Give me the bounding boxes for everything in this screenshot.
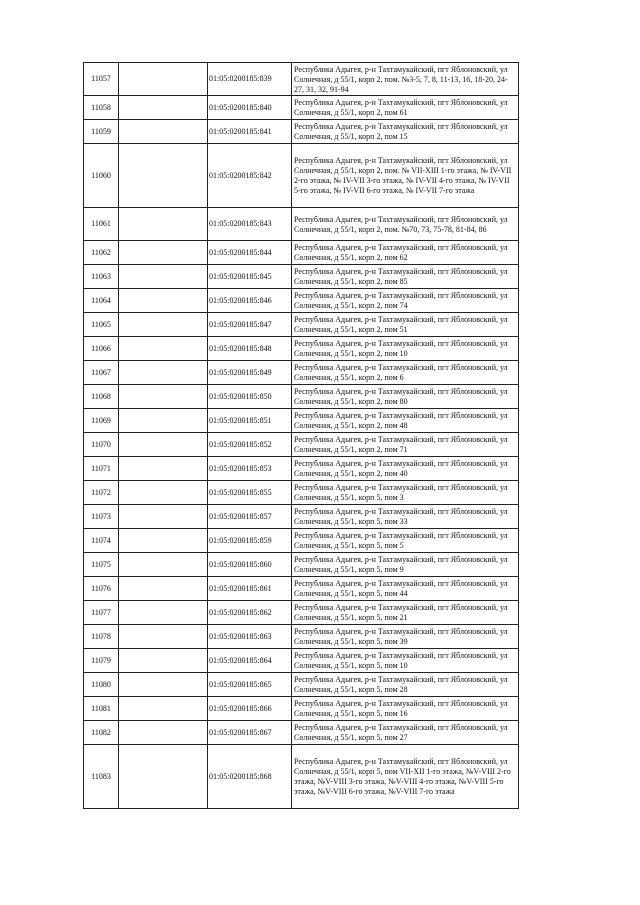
cadastral-number: 01:05:0200185:865 [208,673,292,697]
empty-cell [119,721,208,745]
empty-cell [119,745,208,809]
row-number: 11075 [84,553,119,577]
address: Республика Адыгея, р-н Тахтамукайский, пгт Яблоновский, ул Солнечная, д 55/1, корп 2, пом. №70, 73, 75-78, 81-84, 86 [292,208,519,241]
row-number: 11080 [84,673,119,697]
address: Республика Адыгея, р-н Тахтамукайский, пгт Яблоновский, ул Солнечная, д 55/1, корп 2, пом 71 [292,433,519,457]
cadastral-number: 01:05:0200185:843 [208,208,292,241]
table-row [84,120,519,144]
cadastral-number: 01:05:0200185:862 [208,601,292,625]
address: Республика Адыгея, р-н Тахтамукайский, пгт Яблоновский, ул Солнечная, д 55/1, корп 2, пом 80 [292,385,519,409]
row-number: 11072 [84,481,119,505]
row-number: 11066 [84,337,119,361]
cadastral-number: 01:05:0200185:850 [208,385,292,409]
row-number: 11074 [84,529,119,553]
empty-cell [119,505,208,529]
table-row [84,337,519,361]
table-row [84,433,519,457]
address: Республика Адыгея, р-н Тахтамукайский, пгт Яблоновский, ул Солнечная, д 55/1, корп 5, пом 28 [292,673,519,697]
address: Республика Адыгея, р-н Тахтамукайский, пгт Яблоновский, ул Солнечная, д 55/1, корп 5, пом 21 [292,601,519,625]
row-number: 11081 [84,697,119,721]
table-row [84,241,519,265]
table-row [84,313,519,337]
empty-cell [119,649,208,673]
cadastral-number: 01:05:0200185:844 [208,241,292,265]
empty-cell [119,673,208,697]
address: Республика Адыгея, р-н Тахтамукайский, пгт Яблоновский, ул Солнечная, д 55/1, корп 2, пом 15 [292,120,519,144]
address: Республика Адыгея, р-н Тахтамукайский, пгт Яблоновский, ул Солнечная, д 55/1, корп 2, пом 61 [292,96,519,120]
cadastral-number: 01:05:0200185:867 [208,721,292,745]
address: Республика Адыгея, р-н Тахтамукайский, пгт Яблоновский, ул Солнечная, д 55/1, корп 5, пом 10 [292,649,519,673]
cadastral-number: 01:05:0200185:845 [208,265,292,289]
cadastral-number: 01:05:0200185:851 [208,409,292,433]
cadastral-number: 01:05:0200185:852 [208,433,292,457]
address: Республика Адыгея, р-н Тахтамукайский, пгт Яблоновский, ул Солнечная, д 55/1, корп 5, пом 44 [292,577,519,601]
cadastral-number: 01:05:0200185:847 [208,313,292,337]
empty-cell [119,265,208,289]
row-number: 11064 [84,289,119,313]
cadastral-number: 01:05:0200185:863 [208,625,292,649]
table-row [84,505,519,529]
table-row [84,144,519,208]
address: Республика Адыгея, р-н Тахтамукайский, пгт Яблоновский, ул Солнечная, д 55/1, корп 2, пом 10 [292,337,519,361]
table-row [84,409,519,433]
row-number: 11078 [84,625,119,649]
empty-cell [119,457,208,481]
row-number: 11083 [84,745,119,809]
cadastral-number: 01:05:0200185:842 [208,144,292,208]
registry-table [83,62,519,809]
row-number: 11062 [84,241,119,265]
row-number: 11067 [84,361,119,385]
empty-cell [119,144,208,208]
table-row [84,601,519,625]
row-number: 11079 [84,649,119,673]
row-number: 11060 [84,144,119,208]
empty-cell [119,577,208,601]
table-row [84,289,519,313]
empty-cell [119,120,208,144]
table-row [84,673,519,697]
empty-cell [119,361,208,385]
row-number: 11077 [84,601,119,625]
empty-cell [119,529,208,553]
address: Республика Адыгея, р-н Тахтамукайский, пгт Яблоновский, ул Солнечная, д 55/1, корп 5, пом 3 [292,481,519,505]
table-row [84,721,519,745]
row-number: 11059 [84,120,119,144]
cadastral-number: 01:05:0200185:849 [208,361,292,385]
row-number: 11073 [84,505,119,529]
cadastral-number: 01:05:0200185:848 [208,337,292,361]
row-number: 11057 [84,63,119,96]
row-number: 11082 [84,721,119,745]
empty-cell [119,433,208,457]
address: Республика Адыгея, р-н Тахтамукайский, пгт Яблоновский, ул Солнечная, д 55/1, корп 2, пом 62 [292,241,519,265]
empty-cell [119,625,208,649]
address: Республика Адыгея, р-н Тахтамукайский, пгт Яблоновский, ул Солнечная, д 55/1, корп 2, пом 6 [292,361,519,385]
row-number: 11070 [84,433,119,457]
empty-cell [119,553,208,577]
table-row [84,361,519,385]
cadastral-number: 01:05:0200185:861 [208,577,292,601]
cadastral-number: 01:05:0200185:839 [208,63,292,96]
address: Республика Адыгея, р-н Тахтамукайский, пгт Яблоновский, ул Солнечная, д 55/1, корп 5, пом 9 [292,553,519,577]
address: Республика Адыгея, р-н Тахтамукайский, пгт Яблоновский, ул Солнечная, д 55/1, корп 2, пом. № VII-XIII 1-го этажа, № IV-VII 2-го этажа, № IV-VII 3-го этажа, № IV-VII 4-го этажа, № IV-VII 5-го этажа, № IV-VII 6-го этажа, № IV-VII 7-го этажа [292,144,519,208]
address: Республика Адыгея, р-н Тахтамукайский, пгт Яблоновский, ул Солнечная, д 55/1, корп 5, пом 5 [292,529,519,553]
row-number: 11071 [84,457,119,481]
address: Республика Адыгея, р-н Тахтамукайский, пгт Яблоновский, ул Солнечная, д 55/1, корп 5, пом 39 [292,625,519,649]
table-row [84,745,519,809]
table-row [84,625,519,649]
cadastral-number: 01:05:0200185:857 [208,505,292,529]
empty-cell [119,241,208,265]
table-row [84,96,519,120]
address: Республика Адыгея, р-н Тахтамукайский, пгт Яблоновский, ул Солнечная, д 55/1, корп 5, пом VII-XII 1-го этажа, №V-VIII 2-го этажа, №V-VIII 3-го этажа, №V-VIII 4-го этажа, №V-VIII 5-го этажа, №V-VIII 6-го этажа, №V-VIII 7-го этажа [292,745,519,809]
cadastral-number: 01:05:0200185:860 [208,553,292,577]
empty-cell [119,96,208,120]
table-row [84,481,519,505]
address: Республика Адыгея, р-н Тахтамукайский, пгт Яблоновский, ул Солнечная, д 55/1, корп 2, пом. №3-5, 7, 8, 11-13, 16, 18-20, 24-27, 31, 32, 91-94 [292,63,519,96]
cadastral-number: 01:05:0200185:846 [208,289,292,313]
empty-cell [119,409,208,433]
empty-cell [119,697,208,721]
cadastral-number: 01:05:0200185:866 [208,697,292,721]
address: Республика Адыгея, р-н Тахтамукайский, пгт Яблоновский, ул Солнечная, д 55/1, корп 2, пом 74 [292,289,519,313]
empty-cell [119,481,208,505]
empty-cell [119,313,208,337]
address: Республика Адыгея, р-н Тахтамукайский, пгт Яблоновский, ул Солнечная, д 55/1, корп 5, пом 27 [292,721,519,745]
empty-cell [119,63,208,96]
table-row [84,697,519,721]
address: Республика Адыгея, р-н Тахтамукайский, пгт Яблоновский, ул Солнечная, д 55/1, корп 5, пом 33 [292,505,519,529]
table-row [84,385,519,409]
table-row [84,577,519,601]
row-number: 11061 [84,208,119,241]
table-row [84,208,519,241]
address: Республика Адыгея, р-н Тахтамукайский, пгт Яблоновский, ул Солнечная, д 55/1, корп 5, пом 16 [292,697,519,721]
row-number: 11076 [84,577,119,601]
table-row [84,63,519,96]
empty-cell [119,337,208,361]
cadastral-number: 01:05:0200185:859 [208,529,292,553]
cadastral-number: 01:05:0200185:840 [208,96,292,120]
table-row [84,265,519,289]
address: Республика Адыгея, р-н Тахтамукайский, пгт Яблоновский, ул Солнечная, д 55/1, корп 2, пом 48 [292,409,519,433]
cadastral-number: 01:05:0200185:841 [208,120,292,144]
row-number: 11063 [84,265,119,289]
address: Республика Адыгея, р-н Тахтамукайский, пгт Яблоновский, ул Солнечная, д 55/1, корп 2, пом 40 [292,457,519,481]
empty-cell [119,208,208,241]
row-number: 11058 [84,96,119,120]
table-row [84,457,519,481]
table-row [84,553,519,577]
registry-table-body [84,63,519,809]
cadastral-number: 01:05:0200185:855 [208,481,292,505]
address: Республика Адыгея, р-н Тахтамукайский, пгт Яблоновский, ул Солнечная, д 55/1, корп 2, пом 85 [292,265,519,289]
table-row [84,529,519,553]
cadastral-number: 01:05:0200185:864 [208,649,292,673]
empty-cell [119,385,208,409]
address: Республика Адыгея, р-н Тахтамукайский, пгт Яблоновский, ул Солнечная, д 55/1, корп 2, пом 51 [292,313,519,337]
row-number: 11069 [84,409,119,433]
cadastral-number: 01:05:0200185:853 [208,457,292,481]
empty-cell [119,601,208,625]
row-number: 11065 [84,313,119,337]
empty-cell [119,289,208,313]
cadastral-number: 01:05:0200185:868 [208,745,292,809]
table-row [84,649,519,673]
row-number: 11068 [84,385,119,409]
